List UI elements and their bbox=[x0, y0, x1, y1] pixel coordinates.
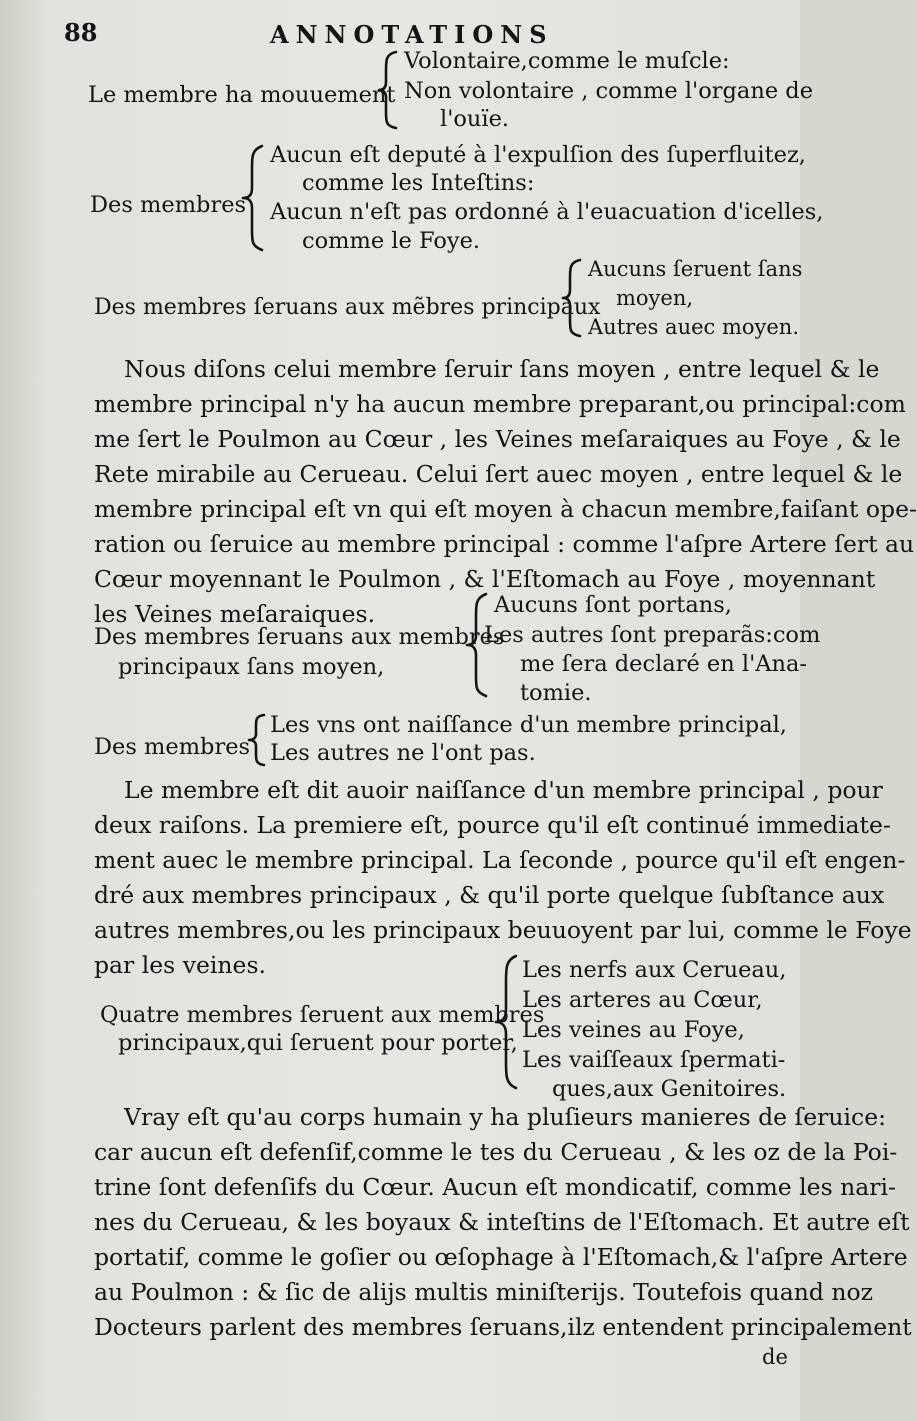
division-branch: comme les Inteſtins: bbox=[302, 170, 535, 196]
division-branch: ques,aux Genitoires. bbox=[552, 1076, 787, 1102]
division-branch: Les autres ſont preparãs:com bbox=[484, 622, 821, 648]
brace-icon bbox=[246, 712, 272, 768]
text-line: nes du Cerueau, & les boyaux & inteſtins de l'Eſtomach. Et autre eſt bbox=[94, 1208, 910, 1236]
division-branch: Autres auec moyen. bbox=[588, 315, 800, 339]
text-line: dré aux membres principaux , & qu'il porte quelque ſubſtance aux bbox=[94, 881, 885, 909]
paragraph bbox=[94, 1100, 912, 1345]
division-stem: Des membres bbox=[90, 192, 247, 218]
text-line: car aucun eſt defenſif,comme le tes du Cerueau , & les oz de la Poi- bbox=[94, 1138, 898, 1166]
division-stem: Le membre ha mouuement bbox=[88, 82, 396, 108]
division-branch: Les nerfs aux Cerueau, bbox=[522, 957, 787, 983]
division-branch: Volontaire,comme le muſcle: bbox=[404, 48, 730, 74]
division-branch: tomie. bbox=[520, 680, 592, 706]
page-number: 88 bbox=[64, 18, 98, 47]
brace-icon bbox=[376, 48, 406, 132]
text-line: les Veines meſaraiques. bbox=[94, 600, 376, 628]
division-branch: moyen, bbox=[616, 286, 694, 310]
division-branch: Les arteres au Cœur, bbox=[522, 987, 763, 1013]
division-stem: Quatre membres ſeruent aux membres bbox=[100, 1002, 545, 1028]
text-line: Vray eſt qu'au corps humain y ha pluſieurs manieres de ſeruice: bbox=[124, 1103, 887, 1131]
brace-icon bbox=[240, 142, 270, 254]
text-line: membre principal eſt vn qui eſt moyen à chacun membre,faiſant ope- bbox=[94, 495, 917, 523]
text-line: autres membres,ou les principaux beuuoyent par lui, comme le Foye bbox=[94, 916, 912, 944]
division-branch: Aucuns ſeruent ſans bbox=[588, 257, 803, 281]
division-branch: Aucun n'eſt pas ordonné à l'euacuation d'icelles, bbox=[270, 199, 824, 225]
text-line: me ſert le Poulmon au Cœur , les Veines meſaraiques au Foye , & le bbox=[94, 425, 901, 453]
text-line: trine ſont defenſifs du Cœur. Aucun eſt mondicatif, comme les nari- bbox=[94, 1173, 896, 1201]
division-branch: Aucuns ſont portans, bbox=[494, 592, 732, 618]
division-branch: Non volontaire , comme l'organe de bbox=[404, 78, 814, 104]
text-line: Nous diſons celui membre ſeruir ſans moyen , entre lequel & le bbox=[124, 355, 880, 383]
division-stem: Des membres ſeruans aux membres bbox=[94, 624, 505, 650]
text-line: ment auec le membre principal. La ſeconde , pource qu'il eſt engen- bbox=[94, 846, 906, 874]
text-line: au Poulmon : & ſic de alijs multis miniſterijs. Toutefois quand noz bbox=[94, 1278, 874, 1306]
division-stem: Des membres ſeruans aux mẽbres principaux bbox=[94, 295, 601, 320]
division-branch: Les vaiſſeaux ſpermati- bbox=[522, 1047, 786, 1073]
text-line: deux raiſons. La premiere eſt, pource qu'il eſt continué immediate- bbox=[94, 811, 891, 839]
text-line: par les veines. bbox=[94, 951, 266, 979]
running-head bbox=[0, 14, 800, 50]
text-line: Docteurs parlent des membres ſeruans,ilz entendent principalement bbox=[94, 1313, 912, 1341]
division-branch: Les vns ont naiſſance d'un membre principal, bbox=[270, 712, 787, 738]
text-line: membre principal n'y ha aucun membre preparant,ou principal:com bbox=[94, 390, 906, 418]
division-branch: Les autres ne l'ont pas. bbox=[270, 740, 536, 766]
division-branch: l'ouïe. bbox=[440, 106, 510, 132]
division-branch: me ſera declaré en l'Ana- bbox=[520, 651, 808, 677]
division-stem: principaux ſans moyen, bbox=[118, 654, 385, 680]
division-branch: comme le Foye. bbox=[302, 228, 481, 254]
text-line: Cœur moyennant le Poulmon , & l'Eſtomach au Foye , moyennant bbox=[94, 565, 876, 593]
text-line: Le membre eſt dit auoir naiſſance d'un membre principal , pour bbox=[124, 776, 883, 804]
paragraph bbox=[94, 773, 912, 983]
division-stem: principaux,qui ſeruent pour porter, bbox=[118, 1030, 518, 1056]
division-branch: Aucun eſt deputé à l'expulſion des ſuperfluitez, bbox=[270, 142, 806, 168]
division-branch: Les veines au Foye, bbox=[522, 1017, 745, 1043]
division-stem: Des membres bbox=[94, 734, 251, 760]
running-title: ANNOTATIONS bbox=[270, 20, 554, 49]
text-line: ration ou ſeruice au membre principal : comme l'aſpre Artere ſert au bbox=[94, 530, 915, 558]
text-line: portatif, comme le goſier ou œſophage à l'Eſtomach,& l'aſpre Artere bbox=[94, 1243, 908, 1271]
brace-icon bbox=[492, 952, 524, 1092]
catchword: de bbox=[762, 1345, 788, 1369]
brace-icon bbox=[560, 256, 590, 340]
text-line: Rete mirabile au Cerueau. Celui ſert auec moyen , entre lequel & le bbox=[94, 460, 903, 488]
